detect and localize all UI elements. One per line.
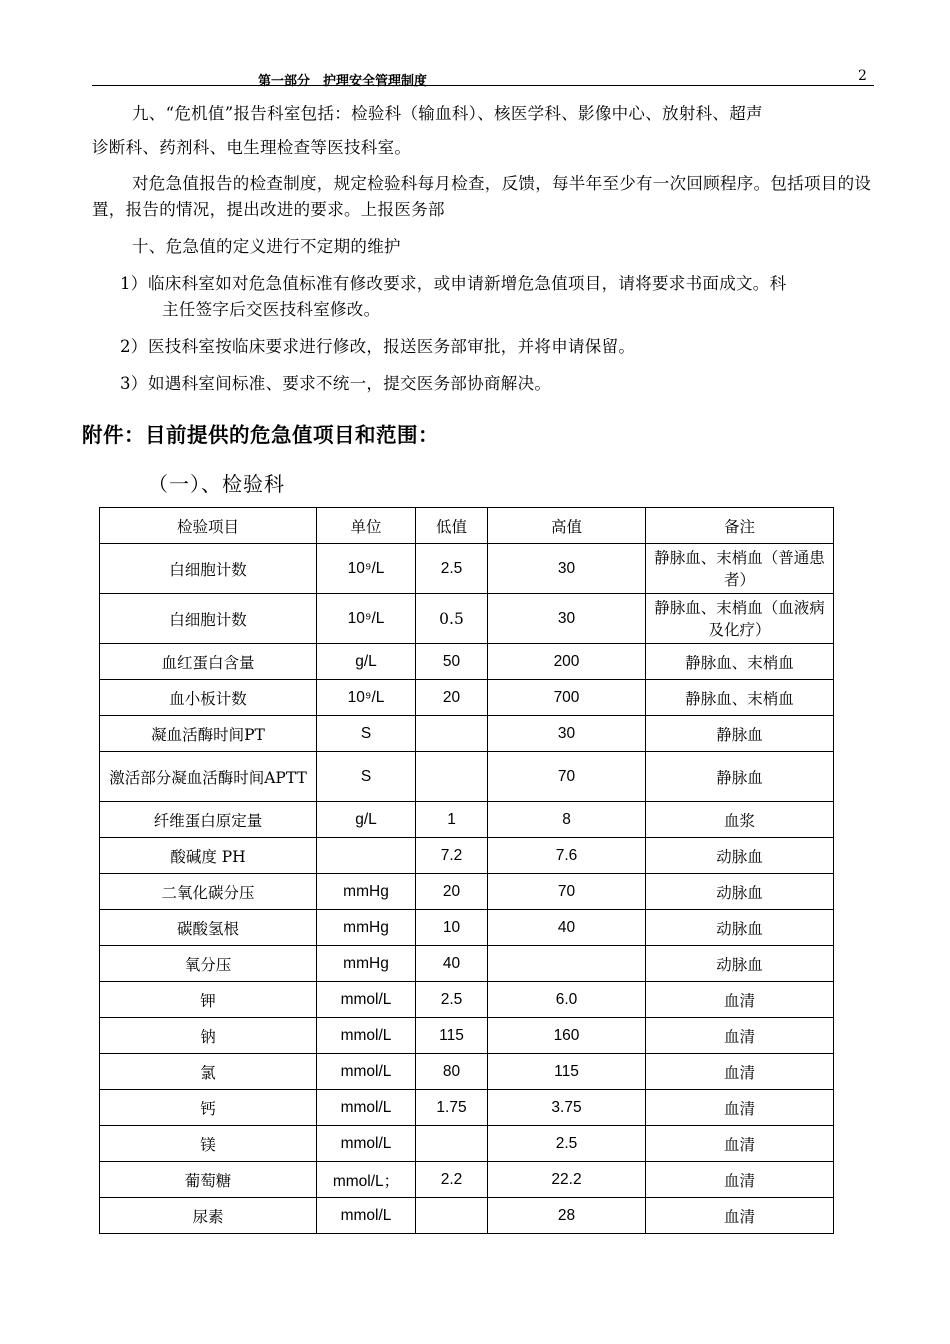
- cell-unit: mmol/L: [317, 982, 416, 1018]
- cell-high: 30: [488, 716, 646, 752]
- list-item: [120, 371, 885, 397]
- table-row: [100, 1126, 834, 1162]
- cell-note: 静脉血、末梢血（普通患者）: [646, 544, 834, 594]
- cell-low: 2.2: [416, 1162, 488, 1198]
- cell-item: 碳酸氢根: [100, 910, 317, 946]
- cell-unit: g/L: [317, 644, 416, 680]
- cell-low: 2.5: [416, 982, 488, 1018]
- header-rule: [92, 85, 874, 86]
- critical-value-table: [99, 507, 834, 1234]
- table-row: [100, 1054, 834, 1090]
- cell-unit: mmol/L: [317, 1054, 416, 1090]
- table-row: [100, 1198, 834, 1234]
- cell-note: 动脉血: [646, 910, 834, 946]
- column-header-unit: 单位: [317, 508, 416, 544]
- column-header-high: 高值: [488, 508, 646, 544]
- table-row: [100, 544, 834, 594]
- cell-item: 钾: [100, 982, 317, 1018]
- cell-note: 静脉血: [646, 716, 834, 752]
- cell-unit: 10⁹/L: [317, 680, 416, 716]
- table-row: [100, 910, 834, 946]
- table-row: [100, 1090, 834, 1126]
- cell-item: 血红蛋白含量: [100, 644, 317, 680]
- list-item-text: 临床科室如对危急值标准有修改要求，或申请新增危急值项目，请将要求书面成文。科: [148, 274, 787, 293]
- cell-high: 3.75: [488, 1090, 646, 1126]
- cell-low: 7.2: [416, 838, 488, 874]
- cell-high: 30: [488, 594, 646, 644]
- paragraph-9-line1: 九、“危机值”报告科室包括：检验科（输血科）、核医学科、影像中心、放射科、超声: [132, 104, 763, 123]
- cell-high: 28: [488, 1198, 646, 1234]
- cell-low: 0.5: [416, 594, 488, 644]
- cell-note: 血清: [646, 1162, 834, 1198]
- list-item: [120, 334, 885, 360]
- cell-item: 白细胞计数: [100, 594, 317, 644]
- cell-item: 氧分压: [100, 946, 317, 982]
- cell-item: 血小板计数: [100, 680, 317, 716]
- cell-note: 血清: [646, 1090, 834, 1126]
- cell-low: 1.75: [416, 1090, 488, 1126]
- paragraph-9-line2: 诊断科、药剂科、电生理检查等医技科室。: [92, 138, 412, 157]
- cell-item: 激活部分凝血活酶时间APTT: [100, 752, 317, 802]
- list-item: [120, 271, 885, 323]
- cell-note: 血清: [646, 982, 834, 1018]
- cell-low: 115: [416, 1018, 488, 1054]
- cell-item: 镁: [100, 1126, 317, 1162]
- cell-item: 纤维蛋白原定量: [100, 802, 317, 838]
- table-row: [100, 752, 834, 802]
- cell-unit: mmHg: [317, 910, 416, 946]
- cell-low: [416, 1126, 488, 1162]
- paragraph-10: 十、危急值的定义进行不定期的维护: [132, 237, 401, 256]
- cell-note: 静脉血、末梢血（血液病及化疗）: [646, 594, 834, 644]
- cell-note: 动脉血: [646, 946, 834, 982]
- cell-unit: 10⁹/L: [317, 594, 416, 644]
- cell-high: 160: [488, 1018, 646, 1054]
- cell-unit: [317, 838, 416, 874]
- cell-unit: S: [317, 752, 416, 802]
- table-row: [100, 644, 834, 680]
- cell-low: 50: [416, 644, 488, 680]
- cell-unit: 10⁹/L: [317, 544, 416, 594]
- cell-high: 40: [488, 910, 646, 946]
- cell-note: 静脉血、末梢血: [646, 644, 834, 680]
- list-item-continuation: 主任签字后交医技科室修改。: [162, 300, 381, 319]
- cell-note: 静脉血: [646, 752, 834, 802]
- cell-high: 22.2: [488, 1162, 646, 1198]
- cell-high: 7.6: [488, 838, 646, 874]
- cell-item: 钠: [100, 1018, 317, 1054]
- paragraph-check-system: 对危急值报告的检查制度，规定检验科每月检查，反馈，每半年至少有一次回顾程序。包括项目的设置，报告的情况，提出改进的要求。上报医务部: [92, 174, 872, 219]
- section-title: （一）、检验科: [148, 472, 285, 496]
- list-item-text: 如遇科室间标准、要求不统一，提交医务部协商解决。: [148, 374, 552, 393]
- cell-unit: mmol/L: [317, 1126, 416, 1162]
- table-row: [100, 1162, 834, 1198]
- cell-high: 2.5: [488, 1126, 646, 1162]
- cell-low: 1: [416, 802, 488, 838]
- cell-unit: g/L: [317, 802, 416, 838]
- cell-high: 700: [488, 680, 646, 716]
- table-row: [100, 802, 834, 838]
- cell-note: 静脉血、末梢血: [646, 680, 834, 716]
- cell-item: 尿素: [100, 1198, 317, 1234]
- page-number: 2: [858, 68, 867, 84]
- column-header-item: 检验项目: [100, 508, 317, 544]
- cell-low: [416, 1198, 488, 1234]
- cell-unit: mmol/L: [317, 1090, 416, 1126]
- cell-high: 70: [488, 752, 646, 802]
- cell-high: 30: [488, 544, 646, 594]
- cell-note: 血清: [646, 1018, 834, 1054]
- table-row: [100, 1018, 834, 1054]
- column-header-note: 备注: [646, 508, 834, 544]
- cell-unit: mmHg: [317, 874, 416, 910]
- list-item-number: 2）: [120, 337, 148, 356]
- table-row: [100, 680, 834, 716]
- cell-high: 8: [488, 802, 646, 838]
- cell-item: 二氧化碳分压: [100, 874, 317, 910]
- table-row: [100, 838, 834, 874]
- running-header-title: 第一部分 护理安全管理制度: [258, 74, 428, 89]
- cell-item: 酸碱度 PH: [100, 838, 317, 874]
- cell-high: 200: [488, 644, 646, 680]
- cell-unit: mmol/L；: [317, 1162, 416, 1198]
- cell-item: 白细胞计数: [100, 544, 317, 594]
- cell-note: 血清: [646, 1198, 834, 1234]
- table-row: [100, 946, 834, 982]
- cell-unit: mmol/L: [317, 1198, 416, 1234]
- cell-item: 氯: [100, 1054, 317, 1090]
- cell-low: [416, 752, 488, 802]
- cell-low: [416, 716, 488, 752]
- cell-unit: S: [317, 716, 416, 752]
- cell-low: 80: [416, 1054, 488, 1090]
- cell-item: 葡萄糖: [100, 1162, 317, 1198]
- cell-note: 血清: [646, 1126, 834, 1162]
- cell-low: 20: [416, 874, 488, 910]
- column-header-low: 低值: [416, 508, 488, 544]
- cell-high: 6.0: [488, 982, 646, 1018]
- list-item-number: 3）: [120, 374, 148, 393]
- table-header-row: [100, 508, 834, 544]
- cell-unit: mmol/L: [317, 1018, 416, 1054]
- cell-item: 钙: [100, 1090, 317, 1126]
- attachment-title: 附件：目前提供的危急值项目和范围：: [82, 423, 439, 447]
- cell-note: 动脉血: [646, 874, 834, 910]
- table-row: [100, 716, 834, 752]
- cell-item: 凝血活酶时间PT: [100, 716, 317, 752]
- cell-unit: mmHg: [317, 946, 416, 982]
- cell-low: 20: [416, 680, 488, 716]
- cell-note: 血浆: [646, 802, 834, 838]
- cell-low: 10: [416, 910, 488, 946]
- cell-high: [488, 946, 646, 982]
- list-item-number: 1）: [120, 274, 148, 293]
- list-item-text: 医技科室按临床要求进行修改，报送医务部审批，并将申请保留。: [148, 337, 636, 356]
- table-row: [100, 874, 834, 910]
- cell-low: 2.5: [416, 544, 488, 594]
- cell-low: 40: [416, 946, 488, 982]
- table-row: [100, 594, 834, 644]
- table-row: [100, 982, 834, 1018]
- paragraph-9: [92, 97, 882, 165]
- cell-note: 动脉血: [646, 838, 834, 874]
- cell-high: 70: [488, 874, 646, 910]
- cell-high: 115: [488, 1054, 646, 1090]
- cell-note: 血清: [646, 1054, 834, 1090]
